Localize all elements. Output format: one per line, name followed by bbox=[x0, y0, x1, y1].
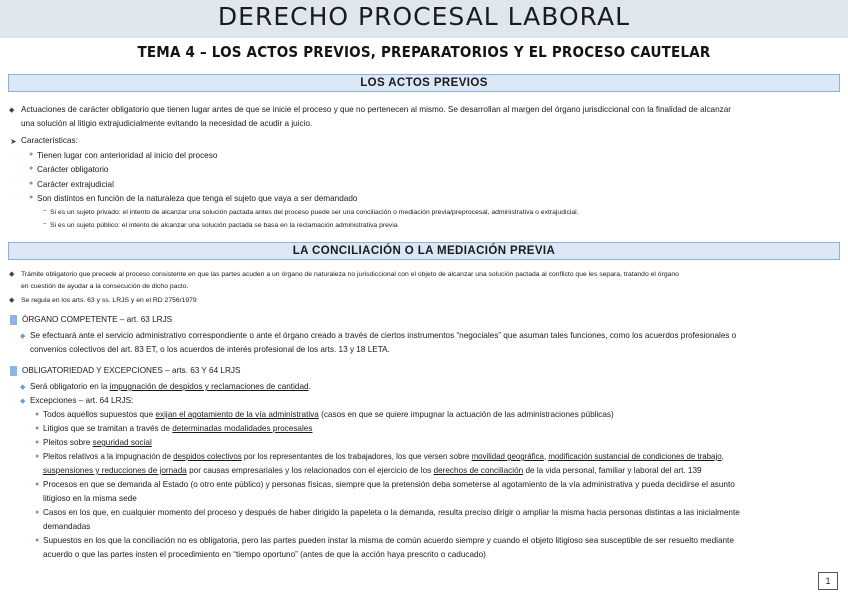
page-subtitle: TEMA 4 – LOS ACTOS PREVIOS, PREPARATORIOS Y EL PROCESO CAUTELAR bbox=[137, 43, 711, 61]
bookmark-icon bbox=[10, 366, 17, 376]
circle-bullet-icon: ● bbox=[35, 453, 40, 460]
exceptions-label: Excepciones – art. 64 LRJS: bbox=[30, 396, 134, 405]
link-impugnacion: impugnación de despidos y reclamaciones de cantidad bbox=[109, 382, 309, 391]
circle-bullet-icon: ● bbox=[35, 481, 40, 488]
circle-bullet-icon: ● bbox=[29, 194, 34, 201]
organ-line-2: convenios colectivos del art. 83 ET, o los acuerdos de interés profesional de los arts. 13 y 18 LETA. bbox=[30, 345, 390, 354]
exception-item-continued: acuerdo o que las partes insten el procedimiento en “tiempo oportuno” (antes de que la acción haya prescrito o caducado) bbox=[43, 550, 486, 559]
organ-line-1: Se efectuará ante el servicio administrativo correspondiente o ante el órgano creado a través de ciertos instrumentos “negociales” que asuman tales funciones, como los acuerdos profesionales o bbox=[30, 331, 737, 340]
obligation-title: OBLIGATORIEDAD Y EXCEPCIONES – arts. 63 Y 64 LRJS bbox=[22, 366, 241, 375]
exception-item-continued: suspensiones y reducciones de jornada por causas empresariales y los relacionados con el ejercicio de los derechos de conciliación de la vida personal, familiar y laboral del art. 139 bbox=[43, 466, 702, 475]
section-heading-actos-previos: LOS ACTOS PREVIOS bbox=[8, 74, 840, 92]
feature-subitem: Si es un sujeto público: el intento de alcanzar una solución pactada se basa en la reclamación administrativa previa bbox=[50, 222, 398, 229]
circle-bullet-icon: ● bbox=[35, 509, 40, 516]
diamond-bullet-icon: ◆ bbox=[9, 297, 15, 304]
feature-item: Carácter extrajudicial bbox=[37, 180, 114, 189]
regulation-line: Se regula en los arts. 63 y ss. LRJS y en el RD 2756/1979 bbox=[21, 297, 197, 304]
bookmark-icon bbox=[10, 315, 17, 325]
diamond-bullet-icon: ◆ bbox=[20, 384, 26, 391]
exception-item: Procesos en que se demanda al Estado (o otro ente público) y personas físicas, siempre que la pretensión deba someterse al agotamiento de la vía administrativa y pueda decidirse el asunto bbox=[43, 480, 735, 489]
dash-bullet-icon: – bbox=[43, 208, 47, 214]
feature-item: Son distintos en función de la naturaleza que tenga el sujeto que vaya a ser demandado bbox=[37, 194, 358, 203]
dash-bullet-icon: – bbox=[43, 221, 47, 227]
organ-title: ÓRGANO COMPETENTE – art. 63 LRJS bbox=[22, 315, 173, 324]
page-title: DERECHO PROCESAL LABORAL bbox=[217, 2, 631, 31]
circle-bullet-icon: ● bbox=[35, 439, 40, 446]
definition-line-2: en cuestión de ayudar a la consecución de dicho pacto. bbox=[21, 283, 189, 290]
diamond-bullet-icon: ◆ bbox=[20, 398, 26, 405]
exception-item-continued: demandadas bbox=[43, 522, 91, 531]
circle-bullet-icon: ● bbox=[29, 165, 34, 172]
circle-bullet-icon: ● bbox=[35, 537, 40, 544]
exception-item: Pleitos sobre seguridad social bbox=[43, 438, 152, 447]
definition-line-1: Trámite obligatorio que precede al proceso consistente en que las partes acuden a un órgano de naturaleza no jurisdiccional con el objeto de alcanzar una solución pactada al conflicto que les separa, tratando el órgano bbox=[21, 271, 679, 278]
exception-item: Pleitos relativos a la impugnación de despidos colectivos por los representantes de los trabajadores, los que versen sobre movilidad geográfica, modificación sustancial de condiciones de trabajo, bbox=[43, 452, 724, 461]
circle-bullet-icon: ● bbox=[35, 425, 40, 432]
circle-bullet-icon: ● bbox=[29, 151, 34, 158]
diamond-bullet-icon: ◆ bbox=[9, 107, 15, 114]
page-number: 1 bbox=[818, 572, 838, 590]
exception-item-continued: litigioso en la misma sede bbox=[43, 494, 137, 503]
circle-bullet-icon: ● bbox=[35, 411, 40, 418]
feature-item: Carácter obligatorio bbox=[37, 165, 109, 174]
circle-bullet-icon: ● bbox=[29, 180, 34, 187]
exception-item: Litigios que se tramitan a través de determinadas modalidades procesales bbox=[43, 424, 313, 433]
obligation-item: Será obligatorio en la impugnación de despidos y reclamaciones de cantidad. bbox=[30, 382, 311, 391]
diamond-bullet-icon: ◆ bbox=[9, 271, 15, 278]
exception-item: Casos en los que, en cualquier momento del proceso y después de haber dirigido la papeleta o la demanda, resulta preciso dirigir o ampliar la misma hacia personas distintas a las inicialmente bbox=[43, 508, 740, 517]
intro-line-2: una solución al litigio extrajudicialmente evitando la necesidad de acudir a juicio. bbox=[21, 119, 313, 128]
exception-item: Supuestos en los que la conciliación no es obligatoria, pero las partes pueden instar la misma de común acuerdo siempre y cuando el objeto litigioso sea susceptible de ser resuelto mediante bbox=[43, 536, 734, 545]
section-heading-conciliacion: LA CONCILIACIÓN O LA MEDIACIÓN PREVIA bbox=[8, 242, 840, 260]
feature-item: Tienen lugar con anterioridad al inicio del proceso bbox=[37, 151, 218, 160]
intro-line-1: Actuaciones de carácter obligatorio que tienen lugar antes de que se inicie el proceso y que no pertenecen al mismo. Se desarrollan al margen del órgano jurisdiccional con la finalidad de alcanzar bbox=[21, 105, 732, 114]
feature-subitem: Si es un sujeto privado: el intento de alcanzar una solución pactada antes del proceso puede ser una conciliación o mediación previa/preprocesal, administrativa o extrajudicial. bbox=[50, 209, 579, 216]
exception-item: Todos aquellos supuestos que exijan el agotamiento de la vía administrativa (casos en que se quiere impugnar la actuación de las administraciones públicas) bbox=[43, 410, 614, 419]
diamond-bullet-icon: ◆ bbox=[20, 333, 26, 340]
arrow-bullet-icon: ➤ bbox=[10, 137, 17, 146]
features-label: Características: bbox=[21, 136, 78, 145]
